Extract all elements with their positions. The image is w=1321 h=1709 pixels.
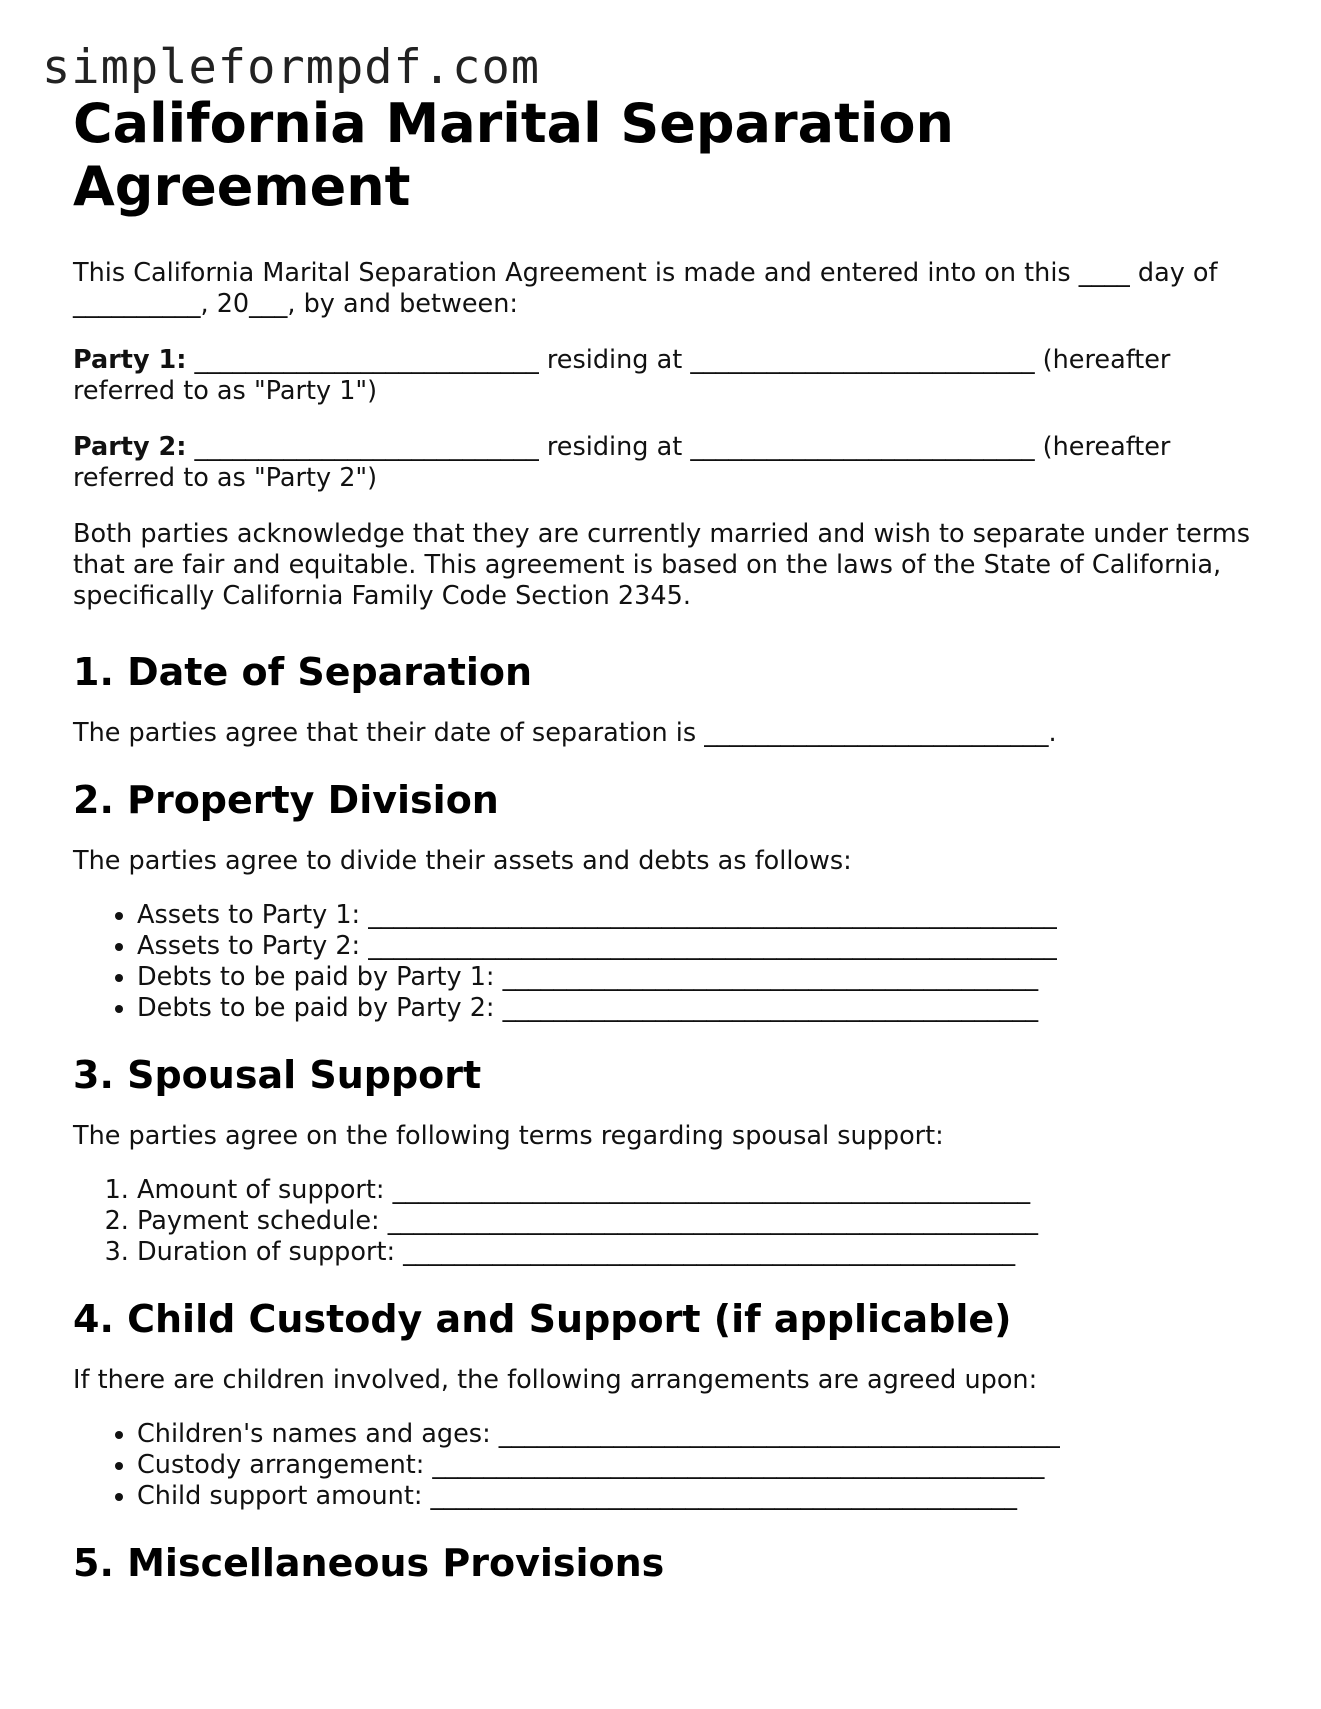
party-1-text: ___________________________ residing at ___________________________ (hereafter referred to as "Party 1") <box>73 345 1171 406</box>
section-body-property-division: The parties agree to divide their assets and debts as follows: <box>73 846 852 876</box>
section-heading-date-of-separation: 1. Date of Separation <box>73 650 533 694</box>
spousal-support-list <box>73 1175 1263 1268</box>
child-custody-list <box>73 1419 1263 1512</box>
section-body-date-of-separation: The parties agree that their date of separation is ___________________________. <box>73 718 1057 748</box>
section-heading-spousal-support: 3. Spousal Support <box>73 1053 482 1097</box>
party-2-line <box>73 432 1263 494</box>
page-title: California Marital Separation Agreement <box>73 92 954 218</box>
party-1-line <box>73 345 1263 407</box>
list-item: • Debts to be paid by Party 2: __________________________________________ <box>137 993 1263 1024</box>
list-item: • Children's names and ages: ____________________________________________ <box>137 1419 1263 1450</box>
section-body-spousal-support: The parties agree on the following terms regarding spousal support: <box>73 1121 944 1151</box>
list-item: • Custody arrangement: ________________________________________________ <box>137 1450 1263 1481</box>
list-item: 3. Duration of support: ________________________________________________ <box>137 1237 1263 1268</box>
list-item: 2. Payment schedule: ___________________________________________________ <box>137 1206 1263 1237</box>
acknowledgement-paragraph: Both parties acknowledge that they are currently married and wish to separate under terms that are fair and equitable. This agreement is based on the laws of the State of California, specifically California Family Code Section 2345. <box>73 519 1250 611</box>
list-item: • Assets to Party 1: ______________________________________________________ <box>137 900 1263 931</box>
party-2-text: ___________________________ residing at ___________________________ (hereafter referred to as "Party 2") <box>73 432 1171 493</box>
list-item: • Assets to Party 2: ______________________________________________________ <box>137 931 1263 962</box>
list-item: • Debts to be paid by Party 1: __________________________________________ <box>137 962 1263 993</box>
list-item: • Child support amount: ______________________________________________ <box>137 1481 1263 1512</box>
section-heading-miscellaneous: 5. Miscellaneous Provisions <box>73 1541 665 1585</box>
party-1-label: Party 1: <box>73 345 187 375</box>
document-page <box>73 92 1263 1586</box>
watermark: simpleformpdf.com <box>42 40 541 95</box>
property-division-list <box>73 900 1263 1024</box>
section-body-child-custody: If there are children involved, the following arrangements are agreed upon: <box>73 1365 1038 1395</box>
section-heading-child-custody: 4. Child Custody and Support (if applicable) <box>73 1297 1012 1341</box>
party-2-label: Party 2: <box>73 432 187 462</box>
list-item: 1. Amount of support: __________________________________________________ <box>137 1175 1263 1206</box>
section-heading-property-division: 2. Property Division <box>73 778 499 822</box>
intro-paragraph: This California Marital Separation Agreement is made and entered into on this ____ day of __________, 20___, by and between: <box>73 258 1218 319</box>
